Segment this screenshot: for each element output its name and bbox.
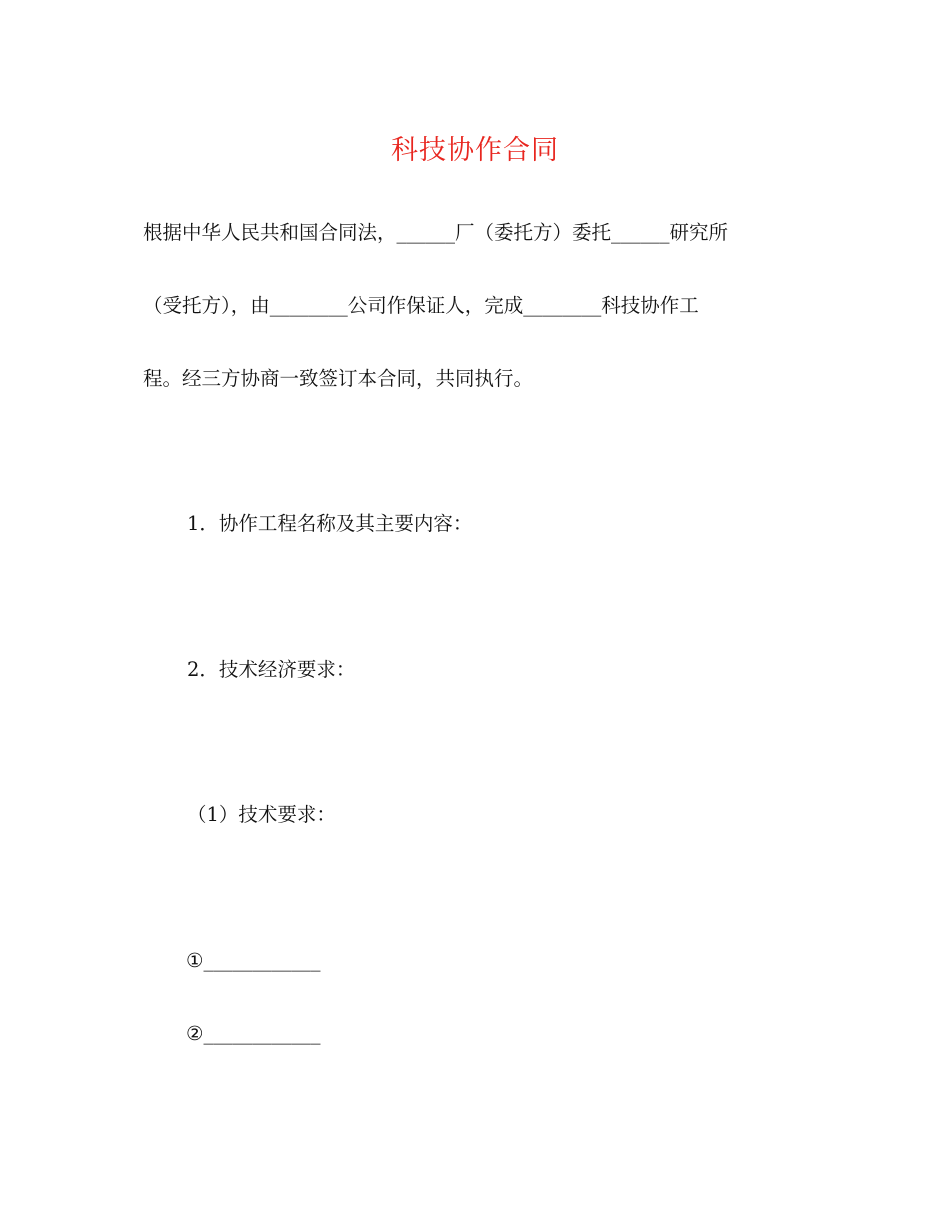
blank-item-2: ②____________ <box>186 1022 321 1045</box>
section-project-content: 1．协作工程名称及其主要内容： <box>187 512 473 535</box>
document-title: 科技协作合同 <box>391 135 559 166</box>
blank-item-1: ①____________ <box>186 949 321 972</box>
section-technical-requirements: （1）技术要求： <box>187 803 336 826</box>
section-tech-economic-requirements: 2．技术经济要求： <box>187 658 356 681</box>
preamble-line-2: （受托方），由________公司作保证人，完成________科技协作工 <box>143 294 699 317</box>
preamble-line-1: 根据中华人民共和国合同法，______厂（委托方）委托______研究所 <box>143 221 729 244</box>
preamble-line-3: 程。经三方协商一致签订本合同，共同执行。 <box>143 367 534 390</box>
